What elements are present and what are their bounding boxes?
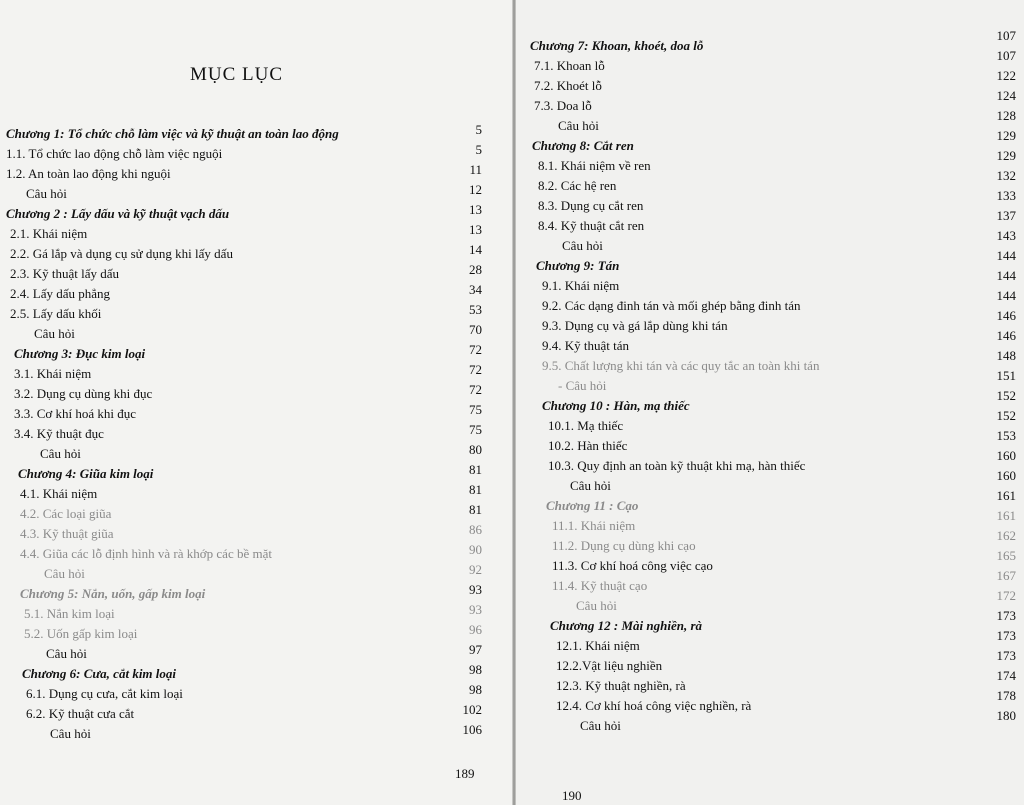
toc-entry [530, 476, 950, 496]
toc-chapter-heading [6, 124, 446, 144]
toc-chapter-heading [530, 616, 950, 636]
toc-entry-text: 9.1. Khái niệm [542, 278, 620, 293]
toc-page-number: 13 [469, 202, 482, 217]
toc-page-number: 92 [469, 562, 482, 577]
toc-page-number: 146 [996, 308, 1016, 323]
toc-entry [530, 456, 950, 476]
toc-page-number: 144 [996, 248, 1016, 263]
toc-page-number: 72 [469, 382, 482, 397]
toc-entry [6, 564, 446, 584]
toc-entry [530, 536, 950, 556]
toc-entry-text: 4.1. Khái niệm [20, 486, 98, 501]
toc-entry [530, 516, 950, 536]
toc-page-number: 81 [469, 462, 482, 477]
toc-page-number: 165 [996, 548, 1016, 563]
toc-entry-text: 12.3. Kỹ thuật nghiền, rà [556, 678, 686, 693]
toc-chapter-heading [6, 584, 446, 604]
left-toc-entries [6, 124, 446, 744]
toc-page-number: 152 [996, 408, 1016, 423]
toc-page-number: 122 [996, 68, 1016, 83]
toc-entry [530, 116, 950, 136]
toc-entry [6, 644, 446, 664]
toc-entry-text: 2.2. Gá lắp và dụng cụ sử dụng khi lấy dấu [10, 246, 233, 261]
toc-entry-text: 8.4. Kỹ thuật cắt ren [538, 218, 645, 233]
toc-title: MỤC LỤC [190, 64, 284, 85]
toc-entry [6, 244, 446, 264]
toc-page-number: 81 [469, 482, 482, 497]
toc-entry-text: 2.1. Khái niệm [10, 226, 88, 241]
toc-chapter-heading [530, 36, 950, 56]
toc-entry [6, 184, 446, 204]
toc-entry-text: Câu hỏi [576, 598, 617, 613]
toc-page-number: 144 [996, 268, 1016, 283]
toc-entry [530, 296, 950, 316]
page-number-footer-left: 189 [455, 766, 475, 781]
toc-page-number: 75 [469, 422, 482, 437]
toc-entry [6, 684, 446, 704]
toc-entry-text: 3.1. Khái niệm [14, 366, 92, 381]
toc-entry-text: 10.3. Quy định an toàn kỹ thuật khi mạ, hàn thiếc [548, 458, 806, 473]
toc-entry [530, 76, 950, 96]
toc-entry-text: 9.3. Dụng cụ và gá lắp dùng khi tán [542, 318, 728, 333]
toc-entry-text: 9.5. Chất lượng khi tán và các quy tắc an toàn khi tán [542, 358, 820, 373]
toc-entry [6, 324, 446, 344]
toc-entry-text: 7.2. Khoét lỗ [534, 78, 602, 93]
toc-page-number: 167 [996, 568, 1016, 583]
toc-chapter-heading [6, 464, 446, 484]
toc-chapter-heading [530, 396, 950, 416]
toc-page-number: 143 [996, 228, 1016, 243]
toc-page-number: 107 [996, 28, 1016, 43]
toc-page-number: 162 [996, 528, 1016, 543]
page-number-footer-right: 190 [562, 788, 582, 803]
toc-entry-text: 2.3. Kỹ thuật lấy dấu [10, 266, 120, 281]
toc-entry-text: Câu hỏi [40, 446, 81, 461]
toc-entry [6, 224, 446, 244]
toc-page-number: 146 [996, 328, 1016, 343]
toc-entry-text: 5.1. Nắn kim loại [24, 606, 115, 621]
toc-entry [530, 376, 950, 396]
toc-entry-text: 1.1. Tổ chức lao động chỗ làm việc nguội [6, 146, 223, 161]
toc-entry [530, 416, 950, 436]
toc-entry [530, 316, 950, 336]
toc-entry-text: Chương 6: Cưa, cắt kim loại [22, 666, 177, 681]
toc-entry [530, 656, 950, 676]
toc-page-number: 34 [469, 282, 482, 297]
toc-entry-text: Chương 2 : Lấy dấu và kỹ thuật vạch dấu [6, 206, 230, 221]
toc-entry-text: 6.1. Dụng cụ cưa, cắt kim loại [26, 686, 183, 701]
toc-page-number: 107 [996, 48, 1016, 63]
toc-page-number: 161 [996, 488, 1016, 503]
toc-entry [6, 444, 446, 464]
toc-entry [530, 636, 950, 656]
toc-entry-text: 3.4. Kỹ thuật đục [14, 426, 104, 441]
toc-entry-text: Câu hỏi [562, 238, 603, 253]
toc-entry-text: 4.3. Kỹ thuật giũa [20, 526, 114, 541]
toc-entry-text: 12.1. Khái niệm [556, 638, 640, 653]
toc-entry-text: Chương 11 : Cạo [546, 498, 639, 513]
toc-page-number: 90 [469, 542, 482, 557]
toc-entry [530, 216, 950, 236]
toc-page-number: 180 [996, 708, 1016, 723]
toc-page-number: 174 [996, 668, 1016, 683]
toc-entry-text: Chương 8: Cắt ren [532, 138, 634, 153]
toc-page-number: 172 [996, 588, 1016, 603]
toc-entry-text: 3.2. Dụng cụ dùng khi đục [14, 386, 153, 401]
toc-page-number: 5 [475, 142, 482, 157]
toc-entry [530, 236, 950, 256]
toc-page-number: 11 [469, 162, 482, 177]
toc-entry [6, 544, 446, 564]
toc-page-number: 129 [996, 148, 1016, 163]
toc-entry-text: Câu hỏi [50, 726, 91, 741]
toc-page-number: 98 [469, 682, 482, 697]
toc-entry [530, 156, 950, 176]
toc-entry [6, 144, 446, 164]
toc-entry-text: 11.4. Kỹ thuật cạo [552, 578, 648, 593]
toc-entry-text: 5.2. Uốn gấp kim loại [24, 626, 138, 641]
toc-entry [530, 596, 950, 616]
toc-chapter-heading [6, 344, 446, 364]
toc-entry-text: Câu hỏi [26, 186, 67, 201]
toc-page-number: 96 [469, 622, 482, 637]
toc-entry-text: 4.2. Các loại giũa [20, 506, 112, 521]
toc-page-number: 106 [462, 722, 482, 737]
right-page [516, 0, 1024, 805]
toc-page-number: 28 [469, 262, 482, 277]
toc-entry [6, 284, 446, 304]
toc-entry [6, 384, 446, 404]
toc-page-number: 137 [996, 208, 1016, 223]
left-page-numbers [430, 120, 482, 740]
toc-page-number: 133 [996, 188, 1016, 203]
toc-entry [6, 404, 446, 424]
toc-entry [530, 336, 950, 356]
toc-entry [6, 604, 446, 624]
toc-entry [6, 304, 446, 324]
toc-entry-text: Chương 4: Giũa kim loại [18, 466, 154, 481]
toc-entry-text: Câu hỏi [558, 118, 599, 133]
toc-entry [530, 696, 950, 716]
toc-entry-text: Câu hỏi [46, 646, 87, 661]
toc-entry-text: Chương 1: Tổ chức chỗ làm việc và kỹ thuật an toàn lao động [6, 126, 339, 141]
toc-page-number: 86 [469, 522, 482, 537]
toc-page-number: 132 [996, 168, 1016, 183]
toc-entry [530, 576, 950, 596]
toc-chapter-heading [530, 496, 950, 516]
toc-page-number: 75 [469, 402, 482, 417]
toc-entry [530, 356, 950, 376]
toc-page-number: 173 [996, 608, 1016, 623]
toc-entry [530, 716, 950, 736]
toc-page-number: 97 [469, 642, 482, 657]
toc-page-number: 13 [469, 222, 482, 237]
toc-page-number: 14 [469, 242, 482, 257]
toc-page-number: 124 [996, 88, 1016, 103]
toc-entry [6, 264, 446, 284]
toc-page-number: 98 [469, 662, 482, 677]
toc-chapter-heading [530, 136, 950, 156]
toc-page-number: 160 [996, 448, 1016, 463]
toc-entry [530, 276, 950, 296]
toc-entry-text: 12.4. Cơ khí hoá công việc nghiền, rà [556, 698, 752, 713]
toc-page-number: 160 [996, 468, 1016, 483]
toc-page-number: 173 [996, 628, 1016, 643]
toc-entry-text: 8.2. Các hệ ren [538, 178, 617, 193]
toc-entry-text: Câu hỏi [44, 566, 85, 581]
toc-page-number: 153 [996, 428, 1016, 443]
toc-page-number: 102 [462, 702, 482, 717]
toc-chapter-heading [6, 664, 446, 684]
toc-entry [6, 364, 446, 384]
toc-page-number: 70 [469, 322, 482, 337]
toc-entry [530, 56, 950, 76]
toc-entry-text: 8.1. Khái niệm về ren [538, 158, 651, 173]
toc-page-number: 152 [996, 388, 1016, 403]
toc-page-number: 129 [996, 128, 1016, 143]
toc-page-number: 151 [996, 368, 1016, 383]
toc-entry-text: 4.4. Giũa các lỗ định hình và rà khớp các bề mặt [20, 546, 272, 561]
toc-chapter-heading [530, 256, 950, 276]
toc-entry-text: Chương 5: Nắn, uốn, gấp kim loại [20, 586, 206, 601]
right-page-numbers [956, 26, 1016, 726]
toc-page-number: 81 [469, 502, 482, 517]
toc-entry-text: 2.5. Lấy dấu khối [10, 306, 102, 321]
toc-entry [530, 676, 950, 696]
toc-entry [530, 96, 950, 116]
toc-entry-text: Câu hỏi [580, 718, 621, 733]
toc-page-number: 80 [469, 442, 482, 457]
toc-entry [6, 484, 446, 504]
toc-page-number: 72 [469, 342, 482, 357]
toc-entry [530, 436, 950, 456]
toc-entry-text: Câu hỏi [34, 326, 75, 341]
toc-entry [6, 164, 446, 184]
toc-entry [6, 504, 446, 524]
toc-page-number: 148 [996, 348, 1016, 363]
toc-page-number: 128 [996, 108, 1016, 123]
toc-entry [6, 524, 446, 544]
toc-entry-text: 7.1. Khoan lỗ [534, 58, 605, 73]
toc-entry-text: 11.2. Dụng cụ dùng khi cạo [552, 538, 696, 553]
toc-page-number: 178 [996, 688, 1016, 703]
toc-page-number: 53 [469, 302, 482, 317]
toc-page-number: 93 [469, 582, 482, 597]
toc-entry [6, 424, 446, 444]
toc-page-number: 173 [996, 648, 1016, 663]
toc-page-number: 161 [996, 508, 1016, 523]
toc-page-number: 5 [475, 122, 482, 137]
toc-entry-text: 8.3. Dụng cụ cắt ren [538, 198, 644, 213]
right-toc-entries [530, 36, 950, 736]
toc-page-number: 12 [469, 182, 482, 197]
toc-entry-text: 10.1. Mạ thiếc [548, 418, 624, 433]
toc-entry-text: Câu hỏi [570, 478, 611, 493]
toc-entry-text: Chương 12 : Mài nghiền, rà [550, 618, 703, 633]
toc-entry [530, 176, 950, 196]
toc-entry [6, 624, 446, 644]
toc-entry-text: Chương 3: Đục kim loại [14, 346, 146, 361]
toc-entry [6, 724, 446, 744]
toc-entry-text: 9.2. Các dạng đinh tán và mối ghép bằng đinh tán [542, 298, 801, 313]
toc-entry-text: 10.2. Hàn thiếc [548, 438, 628, 453]
toc-entry-text: Chương 10 : Hàn, mạ thiếc [542, 398, 690, 413]
toc-entry-text: 11.1. Khái niệm [552, 518, 636, 533]
toc-page-number: 93 [469, 602, 482, 617]
toc-entry-text: 11.3. Cơ khí hoá công việc cạo [552, 558, 713, 573]
toc-entry [6, 704, 446, 724]
toc-entry-text: 12.2.Vật liệu nghiền [556, 658, 663, 673]
toc-entry-text: Chương 7: Khoan, khoét, doa lỗ [530, 38, 704, 53]
toc-entry [530, 556, 950, 576]
toc-entry-text: 6.2. Kỹ thuật cưa cắt [26, 706, 135, 721]
toc-entry-text: 9.4. Kỹ thuật tán [542, 338, 630, 353]
toc-entry-text: 7.3. Doa lỗ [534, 98, 592, 113]
toc-entry [530, 196, 950, 216]
toc-page-number: 144 [996, 288, 1016, 303]
toc-entry-text: - Câu hỏi [558, 378, 607, 393]
toc-entry-text: 3.3. Cơ khí hoá khi đục [14, 406, 137, 421]
toc-entry-text: 1.2. An toàn lao động khi nguội [6, 166, 171, 181]
toc-chapter-heading [6, 204, 446, 224]
toc-page-number: 72 [469, 362, 482, 377]
toc-entry-text: 2.4. Lấy dấu phẳng [10, 286, 111, 301]
toc-entry-text: Chương 9: Tán [536, 258, 620, 273]
